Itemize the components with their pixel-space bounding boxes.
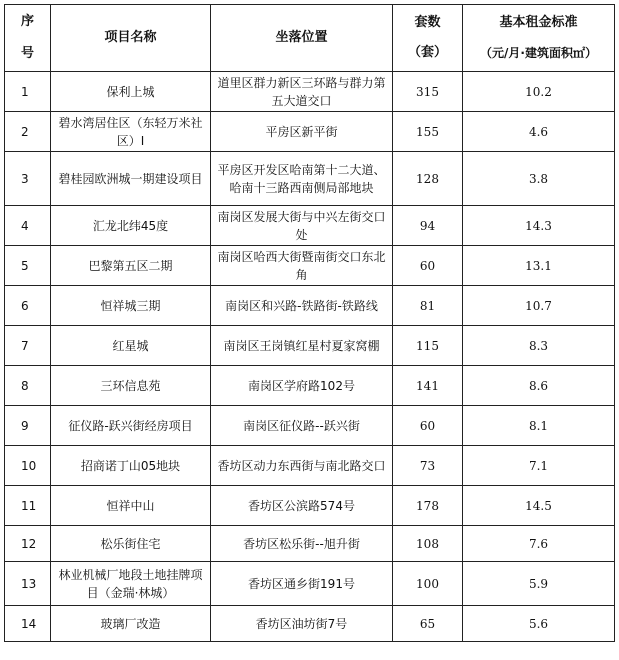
row-name: 碧水湾居住区（东轻万米社区）I bbox=[51, 112, 211, 152]
table-row bbox=[5, 606, 615, 642]
row-location: 南岗区征仪路--跃兴街 bbox=[211, 406, 393, 446]
table-row bbox=[5, 366, 615, 406]
row-no: 5 bbox=[5, 246, 51, 286]
table-row bbox=[5, 286, 615, 326]
row-name: 玻璃厂改造 bbox=[51, 606, 211, 642]
row-rent: 4.6 bbox=[463, 112, 615, 152]
row-location: 香坊区动力东西街与南北路交口 bbox=[211, 446, 393, 486]
header-count-bottom: （套） bbox=[407, 45, 447, 60]
header-no bbox=[5, 5, 51, 72]
row-location: 道里区群力新区三环路与群力第五大道交口 bbox=[211, 72, 393, 112]
row-no: 11 bbox=[5, 486, 51, 526]
row-name: 松乐街住宅 bbox=[51, 526, 211, 562]
table-row bbox=[5, 206, 615, 246]
row-rent: 10.2 bbox=[463, 72, 615, 112]
table-row bbox=[5, 112, 615, 152]
row-name: 三环信息苑 bbox=[51, 366, 211, 406]
row-rent: 8.6 bbox=[463, 366, 615, 406]
row-no: 3 bbox=[5, 152, 51, 206]
row-rent: 14.5 bbox=[463, 486, 615, 526]
row-location: 平房区开发区哈南第十二大道、哈南十三路西南侧局部地块 bbox=[211, 152, 393, 206]
row-no: 12 bbox=[5, 526, 51, 562]
row-rent: 5.6 bbox=[463, 606, 615, 642]
row-no: 9 bbox=[5, 406, 51, 446]
row-rent: 8.1 bbox=[463, 406, 615, 446]
row-count: 81 bbox=[393, 286, 463, 326]
table-row bbox=[5, 446, 615, 486]
row-count: 141 bbox=[393, 366, 463, 406]
row-count: 155 bbox=[393, 112, 463, 152]
row-count: 60 bbox=[393, 406, 463, 446]
row-location: 香坊区公滨路574号 bbox=[211, 486, 393, 526]
row-location: 南岗区学府路102号 bbox=[211, 366, 393, 406]
row-rent: 10.7 bbox=[463, 286, 615, 326]
row-count: 178 bbox=[393, 486, 463, 526]
row-name: 碧桂园欧洲城一期建设项目 bbox=[51, 152, 211, 206]
row-name: 汇龙北纬45度 bbox=[51, 206, 211, 246]
rental-table bbox=[4, 4, 615, 642]
table-row bbox=[5, 486, 615, 526]
header-count-top: 套数 bbox=[414, 15, 441, 30]
row-no: 4 bbox=[5, 206, 51, 246]
row-no: 6 bbox=[5, 286, 51, 326]
row-count: 94 bbox=[393, 206, 463, 246]
row-count: 65 bbox=[393, 606, 463, 642]
row-rent: 7.6 bbox=[463, 526, 615, 562]
row-location: 南岗区王岗镇红星村夏家窝棚 bbox=[211, 326, 393, 366]
row-rent: 5.9 bbox=[463, 562, 615, 606]
row-count: 315 bbox=[393, 72, 463, 112]
header-rent-top: 基本租金标准 bbox=[499, 15, 578, 30]
table-row bbox=[5, 246, 615, 286]
row-name: 恒祥城三期 bbox=[51, 286, 211, 326]
table-row bbox=[5, 562, 615, 606]
row-rent: 7.1 bbox=[463, 446, 615, 486]
header-location: 坐落位置 bbox=[211, 5, 393, 72]
row-no: 8 bbox=[5, 366, 51, 406]
row-count: 60 bbox=[393, 246, 463, 286]
header-row bbox=[5, 5, 615, 72]
header-name: 项目名称 bbox=[51, 5, 211, 72]
table-row bbox=[5, 526, 615, 562]
header-count bbox=[393, 5, 463, 72]
row-location: 香坊区通乡街191号 bbox=[211, 562, 393, 606]
row-no: 14 bbox=[5, 606, 51, 642]
row-count: 73 bbox=[393, 446, 463, 486]
row-location: 南岗区哈西大街暨南街交口东北角 bbox=[211, 246, 393, 286]
row-rent: 8.3 bbox=[463, 326, 615, 366]
row-name: 巴黎第五区二期 bbox=[51, 246, 211, 286]
row-location: 南岗区和兴路-铁路街-铁路线 bbox=[211, 286, 393, 326]
row-location: 香坊区松乐街--旭升街 bbox=[211, 526, 393, 562]
row-no: 7 bbox=[5, 326, 51, 366]
table-row bbox=[5, 72, 615, 112]
row-count: 128 bbox=[393, 152, 463, 206]
row-no: 1 bbox=[5, 72, 51, 112]
row-location: 南岗区发展大街与中兴左街交口处 bbox=[211, 206, 393, 246]
row-name: 招商诺丁山05地块 bbox=[51, 446, 211, 486]
row-name: 征仪路-跃兴街经房项目 bbox=[51, 406, 211, 446]
row-name: 保利上城 bbox=[51, 72, 211, 112]
row-location: 香坊区油坊街7号 bbox=[211, 606, 393, 642]
row-name: 恒祥中山 bbox=[51, 486, 211, 526]
row-name: 红星城 bbox=[51, 326, 211, 366]
row-count: 115 bbox=[393, 326, 463, 366]
row-no: 10 bbox=[5, 446, 51, 486]
table-row bbox=[5, 326, 615, 366]
table-row bbox=[5, 152, 615, 206]
row-rent: 14.3 bbox=[463, 206, 615, 246]
header-no-bottom: 号 bbox=[20, 46, 34, 61]
header-rent-bottom: （元/月·建筑面积㎡） bbox=[480, 46, 597, 60]
row-count: 100 bbox=[393, 562, 463, 606]
row-rent: 13.1 bbox=[463, 246, 615, 286]
row-location: 平房区新平街 bbox=[211, 112, 393, 152]
row-name: 林业机械厂地段土地挂牌项目（金瑞·林城） bbox=[51, 562, 211, 606]
header-rent bbox=[463, 5, 615, 72]
table-row bbox=[5, 406, 615, 446]
row-rent: 3.8 bbox=[463, 152, 615, 206]
row-count: 108 bbox=[393, 526, 463, 562]
row-no: 13 bbox=[5, 562, 51, 606]
header-no-top: 序 bbox=[20, 14, 34, 29]
row-no: 2 bbox=[5, 112, 51, 152]
